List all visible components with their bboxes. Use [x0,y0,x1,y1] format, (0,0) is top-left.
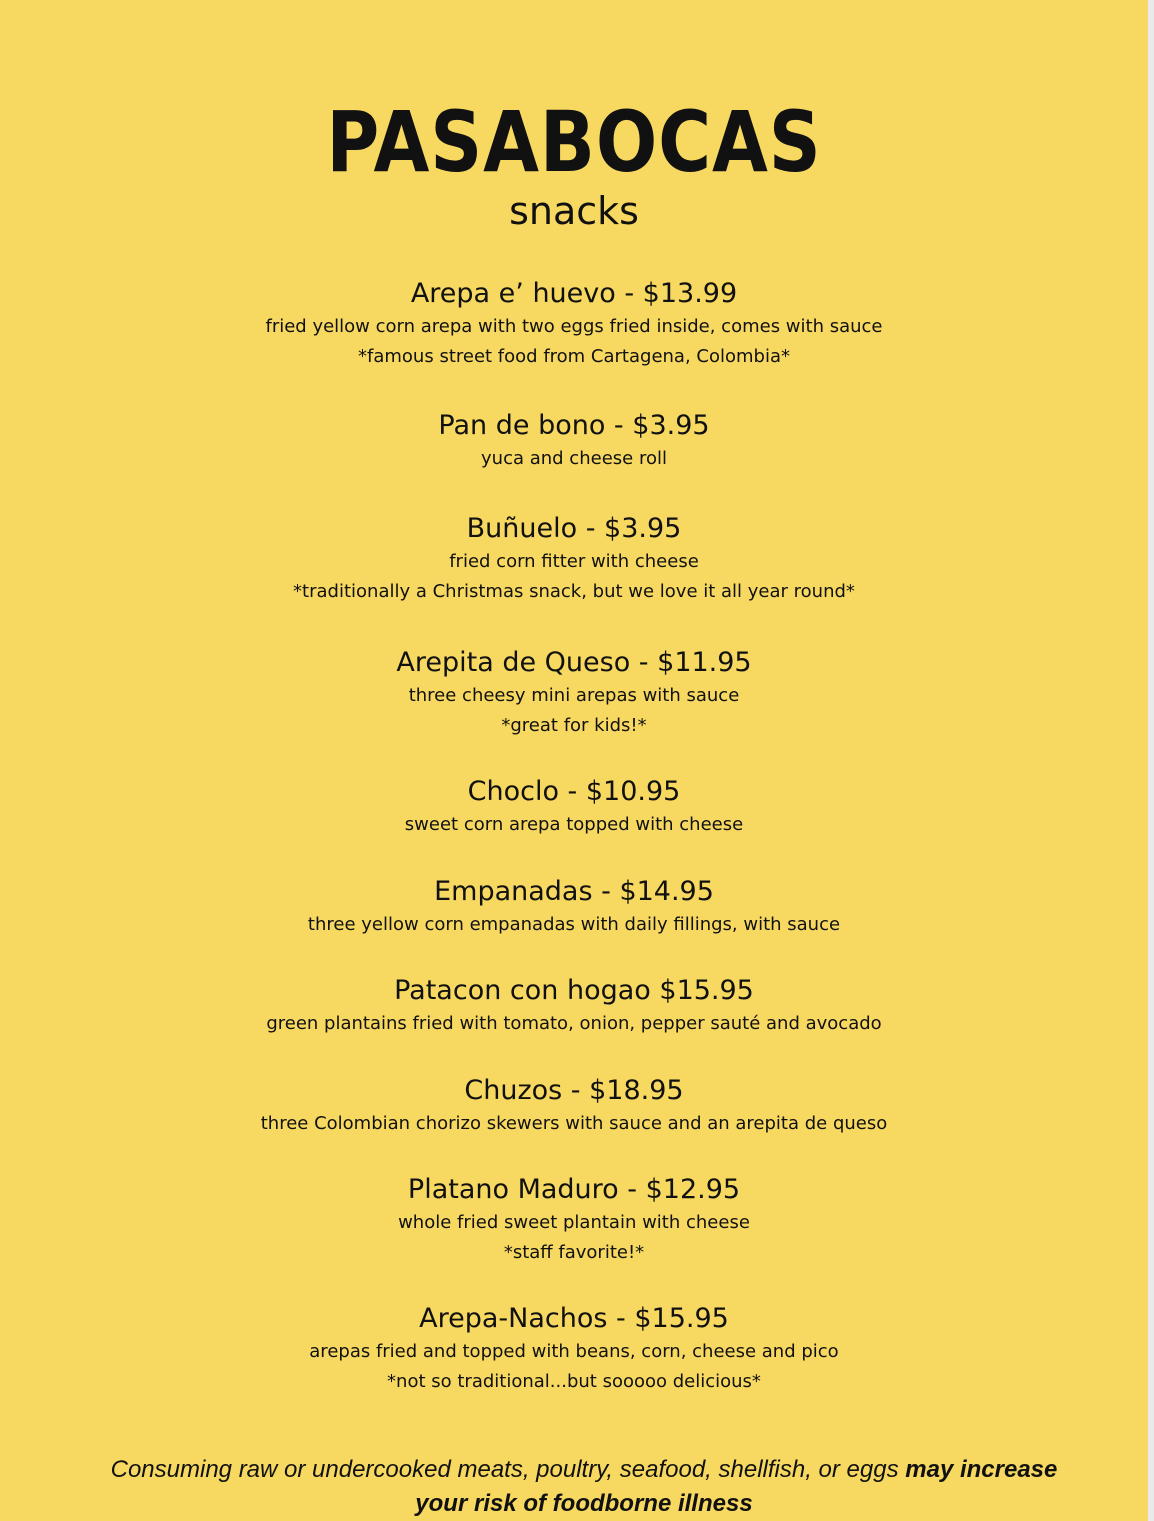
menu-item-name: Arepita de Queso - $11.95 [396,647,752,678]
menu-item-name: Buñuelo - $3.95 [466,513,682,544]
menu-item [0,874,1148,940]
food-safety-disclaimer [100,1453,1068,1521]
menu-item-description: arepas fried and topped with beans, corn, cheese and pico [309,1341,839,1362]
menu-item-description: three Colombian chorizo skewers with sauce and an arepita de queso [260,1113,888,1134]
menu-item-description: yuca and cheese roll [481,448,667,469]
menu-item-name: Chuzos - $18.95 [464,1075,684,1106]
menu-item-description: fried yellow corn arepa with two eggs fried inside, comes with sauce [265,316,883,337]
menu-title: PASABOCAS [326,93,822,191]
disclaimer-text: Consuming raw or undercooked meats, poultry, seafood, shellfish, or eggs [110,1456,899,1483]
menu-item [0,774,1148,840]
menu-item [0,973,1148,1039]
menu-item-description: sweet corn arepa topped with cheese [404,814,744,835]
menu-item-name: Choclo - $10.95 [467,776,681,807]
menu-item [0,1301,1148,1397]
menu-item-description: whole fried sweet plantain with cheese [398,1212,750,1233]
menu-item-description: three cheesy mini arepas with sauce [408,685,740,706]
menu-item-note: *traditionally a Christmas snack, but we love it all year round* [293,581,855,602]
menu-item-note: *not so traditional...but sooooo delicious* [387,1371,761,1392]
menu-item-name: Platano Maduro - $12.95 [407,1174,741,1205]
menu-item [0,645,1148,741]
menu-item [0,1172,1148,1268]
menu-subtitle: snacks [509,189,639,233]
menu-item-description: fried corn fitter with cheese [449,551,699,572]
menu-item-note: *staff favorite!* [503,1242,645,1263]
menu-item-name: Pan de bono - $3.95 [438,410,710,441]
menu-item [0,1073,1148,1139]
menu-item-name: Empanadas - $14.95 [434,876,714,907]
page-edge [1148,0,1154,1521]
menu-item-note: *famous street food from Cartagena, Colombia* [358,346,790,367]
menu-item-description: three yellow corn empanadas with daily fillings, with sauce [307,914,841,935]
menu-item-name: Arepa-Nachos - $15.95 [419,1303,729,1334]
menu-item-name: Arepa e’ huevo - $13.99 [410,278,738,309]
menu-item-note: *great for kids!* [501,715,647,736]
menu-item [0,511,1148,607]
menu-item [0,276,1148,372]
disclaimer-emphasis: may increase your risk of foodborne illness [415,1456,1058,1517]
menu-item [0,408,1148,474]
menu-item-description: green plantains fried with tomato, onion, pepper sauté and avocado [266,1013,882,1034]
menu-item-name: Patacon con hogao $15.95 [394,975,754,1006]
